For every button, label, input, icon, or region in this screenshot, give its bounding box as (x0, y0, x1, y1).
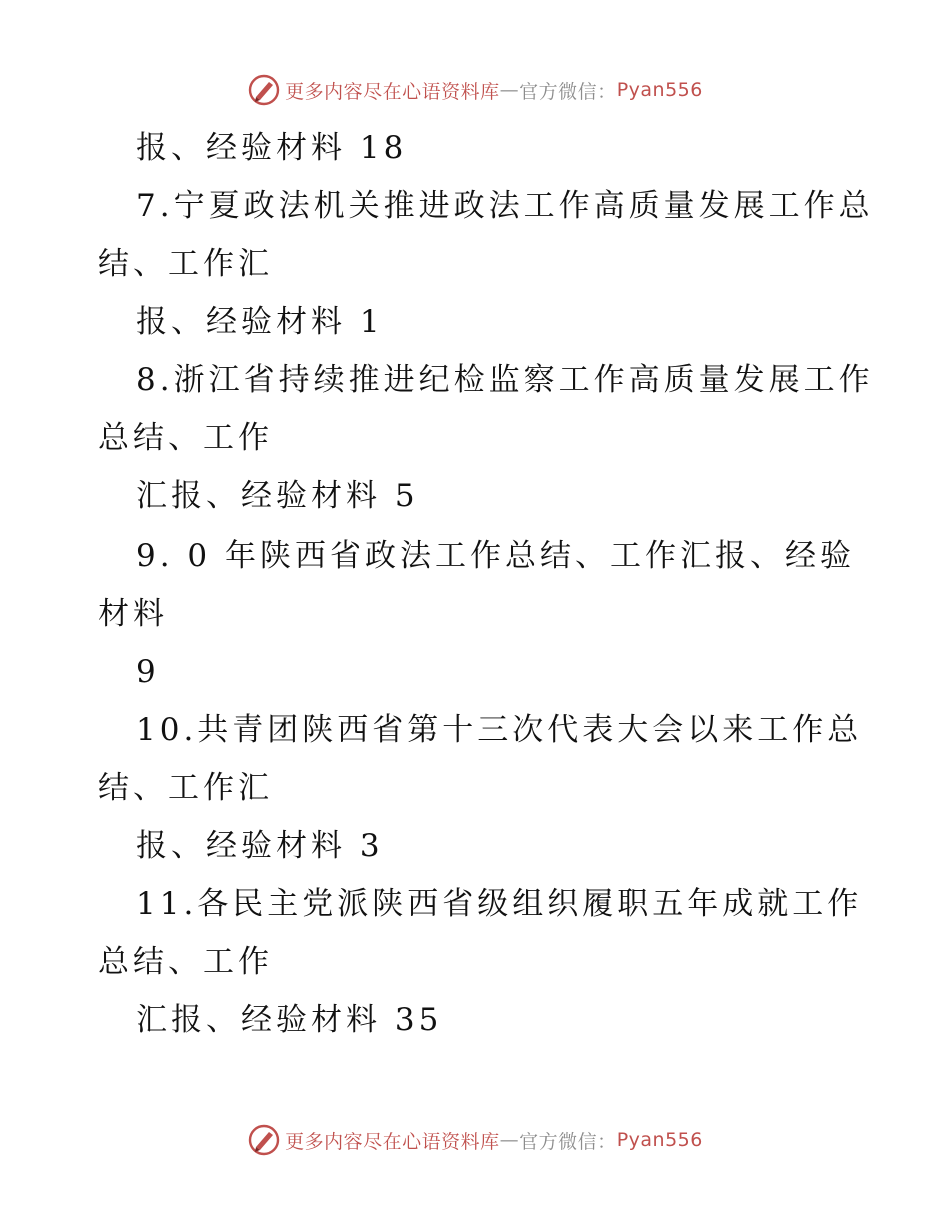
text-line: 汇报、经验材料 5 (136, 478, 419, 514)
watermark-separator: — (499, 1129, 520, 1151)
text-line: 7.宁夏政法机关推进政法工作高质量发展工作总 (136, 188, 874, 224)
text-line: 9. 0 年陕西省政法工作总结、工作汇报、经验 (136, 538, 856, 574)
watermark-wechat-label: 官方微信： (519, 1130, 617, 1153)
text-line: 总结、工作 (98, 420, 273, 456)
text-line: 报、经验材料 18 (136, 130, 408, 166)
text-line: 10.共青团陕西省第十三次代表大会以来工作总 (136, 712, 863, 748)
text-line: 总结、工作 (98, 944, 273, 980)
text-line: 11.各民主党派陕西省级组织履职五年成就工作 (136, 886, 863, 922)
text-line: 材料 (98, 596, 168, 632)
watermark-main-text: 更多内容尽在心语资料库 (285, 1130, 500, 1153)
pen-logo-icon (247, 73, 281, 107)
text-line: 8.浙江省持续推进纪检监察工作高质量发展工作 (136, 362, 874, 398)
pen-logo-icon (247, 1123, 281, 1157)
text-line: 结、工作汇 (98, 770, 273, 806)
watermark-separator: — (499, 79, 520, 101)
text-line: 汇报、经验材料 35 (136, 1002, 443, 1038)
text-line: 报、经验材料 3 (136, 828, 384, 864)
text-line: 报、经验材料 1 (136, 304, 384, 340)
footer-watermark (0, 1120, 950, 1160)
text-line: 9 (136, 654, 160, 690)
watermark-wechat-id: Pyan556 (616, 79, 703, 101)
watermark-wechat-id: Pyan556 (616, 1129, 703, 1151)
watermark-main-text: 更多内容尽在心语资料库 (285, 80, 500, 103)
watermark-wechat-label: 官方微信： (519, 80, 617, 103)
text-line: 结、工作汇 (98, 246, 273, 282)
header-watermark (0, 70, 950, 110)
